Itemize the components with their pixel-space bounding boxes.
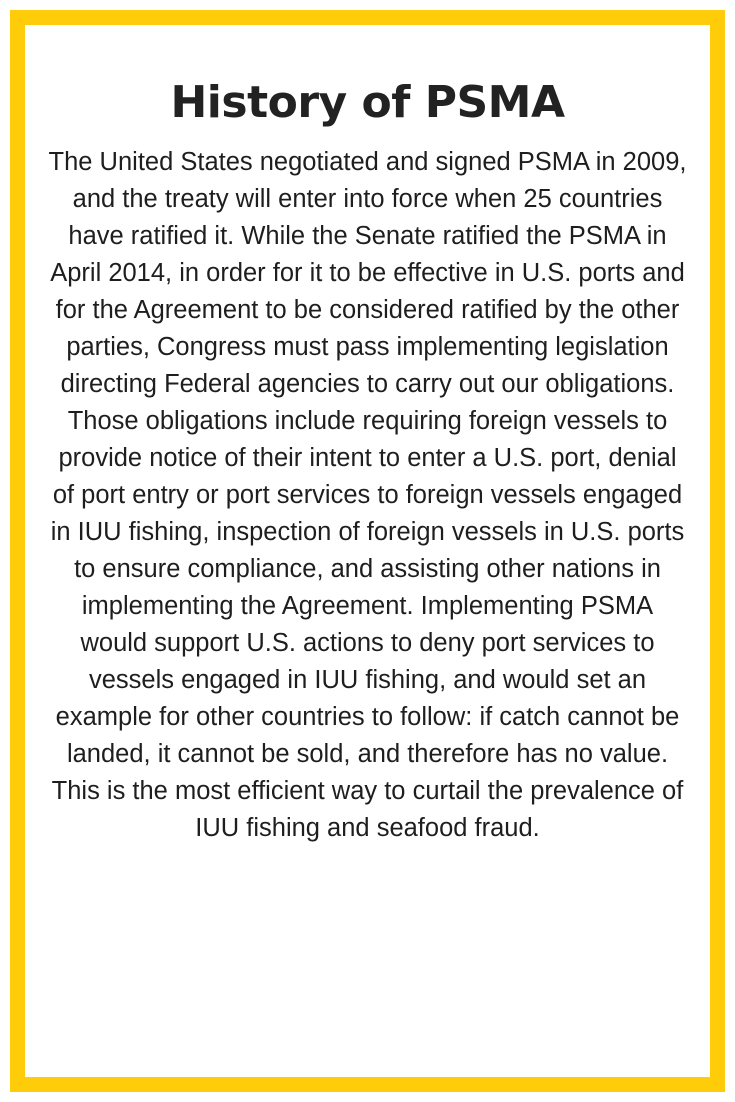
yellow-border-frame [10,10,725,1092]
body-paragraph: The United States negotiated and signed PSMA in 2009, and the treaty will enter into force when 25 countries have ratified it. While the Senate ratified the PSMA in April 2014, in order for it to be effective in U.S. ports and for the Agreement to be considered ratified by the other parties, Congress must pass implementing legislation directing Federal agencies to carry out our obligations. Those obligations include requiring foreign vessels to provide notice of their intent to enter a U.S. port, denial of port entry or port services to foreign vessels engaged in IUU fishing, inspection of foreign vessels in U.S. ports to ensure compliance, and assisting other nations in implementing the Agreement. Implementing PSMA would support U.S. actions to deny port services to vessels engaged in IUU fishing, and would set an example for other countries to follow: if catch cannot be landed, it cannot be sold, and therefore has no value. This is the most efficient way to curtail the prevalence of IUU fishing and seafood fraud. [48,148,687,842]
page-title: History of PSMA [170,77,565,128]
